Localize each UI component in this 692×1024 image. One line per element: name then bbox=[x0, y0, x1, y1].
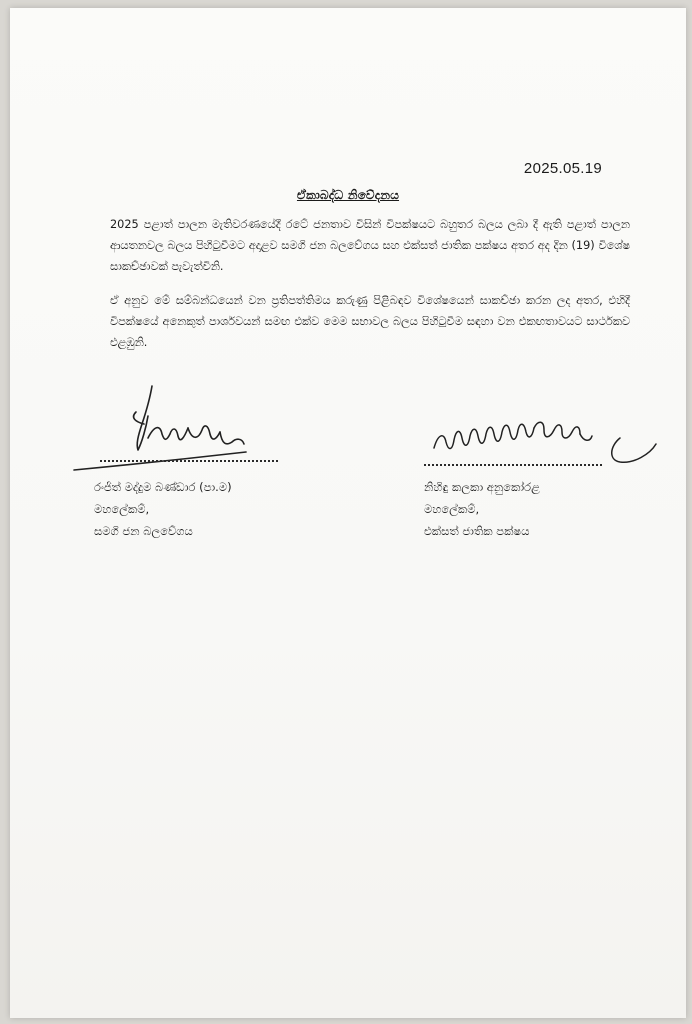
signatory-left-title: මහලේකම්, bbox=[94, 502, 150, 516]
right-signature-icon bbox=[428, 408, 660, 472]
signatory-left-name: රංජිත් මද්දුම බණ්ඩාර (පා.ම) bbox=[94, 480, 232, 494]
signatory-right-title: මහලේකම්, bbox=[424, 502, 480, 516]
right-signature-line bbox=[424, 464, 602, 466]
document-title: ඒකාබද්ධ නිවේදනය bbox=[296, 188, 400, 202]
signatory-left-organization: සමගි ජන බලවේගය bbox=[94, 524, 193, 538]
signatory-right-organization: එක්සත් ජාතික පක්ෂය bbox=[424, 524, 530, 538]
left-signature-icon bbox=[66, 378, 306, 478]
left-signature-line bbox=[100, 460, 278, 462]
body-paragraph-1: 2025 පළාත් පාලන මැතිවරණයේදී රටේ ජනතාව විසින් විපක්ෂයට බහුතර බලය ලබා දී ඇති පළාත් පාලන ආයතනවල බලය පිහිටුවීමට අදාළව සමගි ජන බලවේගය සහ එක්සත් ජාතික පක්ෂය අතර අද දින (19) විශේෂ සාකච්ඡාවක් පැවැත්විනි. bbox=[110, 218, 630, 273]
document-date: 2025.05.19 bbox=[523, 160, 602, 177]
document-page bbox=[10, 8, 686, 1018]
signatory-left bbox=[94, 476, 232, 542]
signatory-right-name: නිහිඳු කලකා අනුකෝරළ bbox=[424, 480, 540, 494]
signatory-right bbox=[424, 476, 540, 542]
body-paragraph-2: ඒ අනුව මේ සම්බන්ධයෙන් වන ප්‍රතිපත්තිමය කරුණු පිළිබඳව විශේෂයෙන් සාකච්ඡා කරන ලද අතර, එහිදී විපක්ෂයේ අනෙකුත් පාර්ශවයන් සමඟ එක්ව මෙම සභාවල බලය පිහිටුවීම සඳහා වන එකඟතාවයට සාර්ථකව එළඹුනි. bbox=[110, 294, 630, 349]
